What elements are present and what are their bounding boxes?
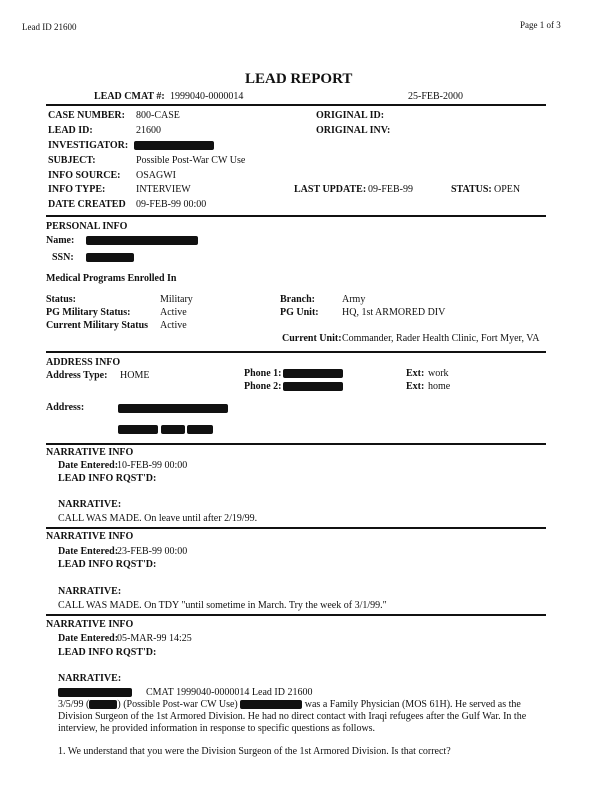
ssn-redaction <box>86 252 134 263</box>
address-redaction-line-2 <box>118 424 213 435</box>
investigator-redaction <box>134 140 214 151</box>
narrative-text: CALL WAS MADE. On leave until after 2/19/99. <box>58 513 258 524</box>
narrative-label: NARRATIVE: <box>58 499 122 510</box>
page-title: LEAD REPORT <box>245 71 353 87</box>
date-created-label: DATE CREATED <box>48 199 126 210</box>
narrative-text: was a Family Physician (MOS 61H). He served as the <box>304 699 521 710</box>
pg-unit-value: HQ, 1st ARMORED DIV <box>342 307 446 318</box>
rank-redaction <box>89 700 117 709</box>
lead-id-value: 21600 <box>136 125 161 136</box>
divider <box>46 527 546 529</box>
info-type-label: INFO TYPE: <box>48 184 106 195</box>
status-value: OPEN <box>494 184 521 195</box>
subject-value: Possible Post-War CW Use <box>136 155 246 166</box>
divider <box>46 104 546 106</box>
pg-military-status-value: Active <box>160 307 187 318</box>
info-type-value: INTERVIEW <box>136 184 191 195</box>
divider <box>46 443 546 445</box>
divider <box>46 351 546 353</box>
name-redaction <box>58 688 132 697</box>
narrative-text: CALL WAS MADE. On TDY "until sometime in March. Try the week of 3/1/99." <box>58 600 387 611</box>
ext-2-value: home <box>428 381 451 392</box>
date-entered-value: 05-MAR-99 14:25 <box>117 633 192 644</box>
current-military-status-value: Active <box>160 320 187 331</box>
pg-unit-label: PG Unit: <box>280 307 319 318</box>
lead-info-rqstd-label: LEAD INFO RQST'D: <box>58 473 157 484</box>
narrative-label: NARRATIVE: <box>58 586 122 597</box>
original-id-label: ORIGINAL ID: <box>316 110 385 121</box>
date-entered-label: Date Entered: <box>58 633 119 644</box>
narrative-subject: ) (Possible Post-war CW Use) <box>117 699 238 710</box>
name-label: Name: <box>46 235 75 246</box>
divider <box>46 215 546 217</box>
ssn-label: SSN: <box>52 252 74 263</box>
phone-1-label: Phone 1: <box>244 368 282 379</box>
current-military-status-label: Current Military Status <box>46 320 149 331</box>
lead-cmat-value: 1999040-0000014 <box>170 91 244 102</box>
page-number: Page 1 of 3 <box>520 20 561 30</box>
current-unit-value: Commander, Rader Health Clinic, Fort Myer, VA <box>342 333 540 344</box>
date-entered-label: Date Entered: <box>58 460 119 471</box>
narrative-paragraph: Division Surgeon of the 1st Armored Division. He had no direct contact with Iraqi refugees after the Gulf War. In the interview, he provided information in response to specific questions as follows. <box>58 711 527 734</box>
ext-1-value: work <box>428 368 449 379</box>
branch-label: Branch: <box>280 294 315 305</box>
header-lead-id: Lead ID 21600 <box>22 22 77 32</box>
phone-2-label: Phone 2: <box>244 381 282 392</box>
address-redaction-line-1 <box>118 403 228 414</box>
narrative-label: NARRATIVE: <box>58 673 122 684</box>
lead-info-rqstd-label: LEAD INFO RQST'D: <box>58 559 157 570</box>
date-entered-value: 10-FEB-99 00:00 <box>117 460 188 471</box>
name-redaction <box>86 235 198 246</box>
investigator-label: INVESTIGATOR: <box>48 140 129 151</box>
info-source-label: INFO SOURCE: <box>48 170 121 181</box>
current-unit-label: Current Unit: <box>282 333 342 344</box>
narrative-info-heading: NARRATIVE INFO <box>46 531 134 542</box>
last-update-label: LAST UPDATE: <box>294 184 367 195</box>
status-label: Status: <box>46 294 77 305</box>
original-inv-label: ORIGINAL INV: <box>316 125 391 136</box>
phone-2-redaction <box>283 381 343 392</box>
divider <box>46 614 546 616</box>
address-label: Address: <box>46 402 85 413</box>
name-redaction <box>240 700 302 709</box>
personal-info-heading: PERSONAL INFO <box>46 221 128 232</box>
date-entered-value: 23-FEB-99 00:00 <box>117 546 188 557</box>
phone-1-redaction <box>283 368 343 379</box>
report-date: 25-FEB-2000 <box>408 91 463 102</box>
cmat-line <box>58 687 312 698</box>
address-type-label: Address Type: <box>46 370 108 381</box>
lead-cmat-label: LEAD CMAT #: <box>94 91 165 102</box>
narrative-info-heading: NARRATIVE INFO <box>46 447 134 458</box>
case-number-label: CASE NUMBER: <box>48 110 125 121</box>
ext-2-label: Ext: <box>406 381 425 392</box>
medical-programs-label: Medical Programs Enrolled In <box>46 273 177 284</box>
lead-id-label: LEAD ID: <box>48 125 93 136</box>
address-info-heading: ADDRESS INFO <box>46 357 121 368</box>
branch-value: Army <box>342 294 366 305</box>
narrative-paragraph-line-1 <box>58 699 521 710</box>
address-type-value: HOME <box>120 370 150 381</box>
cmat-line-text: CMAT 1999040-0000014 Lead ID 21600 <box>146 687 313 698</box>
case-number-value: 800-CASE <box>136 110 180 121</box>
status-label: STATUS: <box>451 184 492 195</box>
date-entered-label: Date Entered: <box>58 546 119 557</box>
status-value: Military <box>160 294 193 305</box>
ext-1-label: Ext: <box>406 368 425 379</box>
lead-info-rqstd-label: LEAD INFO RQST'D: <box>58 647 157 658</box>
narrative-info-heading: NARRATIVE INFO <box>46 619 134 630</box>
narrative-date: 3/5/99 ( <box>58 699 90 710</box>
subject-label: SUBJECT: <box>48 155 96 166</box>
question-1: 1. We understand that you were the Division Surgeon of the 1st Armored Division. Is that correct? <box>58 746 451 757</box>
info-source-value: OSAGWI <box>136 170 176 181</box>
pg-military-status-label: PG Military Status: <box>46 307 131 318</box>
last-update-value: 09-FEB-99 <box>368 184 413 195</box>
date-created-value: 09-FEB-99 00:00 <box>136 199 207 210</box>
